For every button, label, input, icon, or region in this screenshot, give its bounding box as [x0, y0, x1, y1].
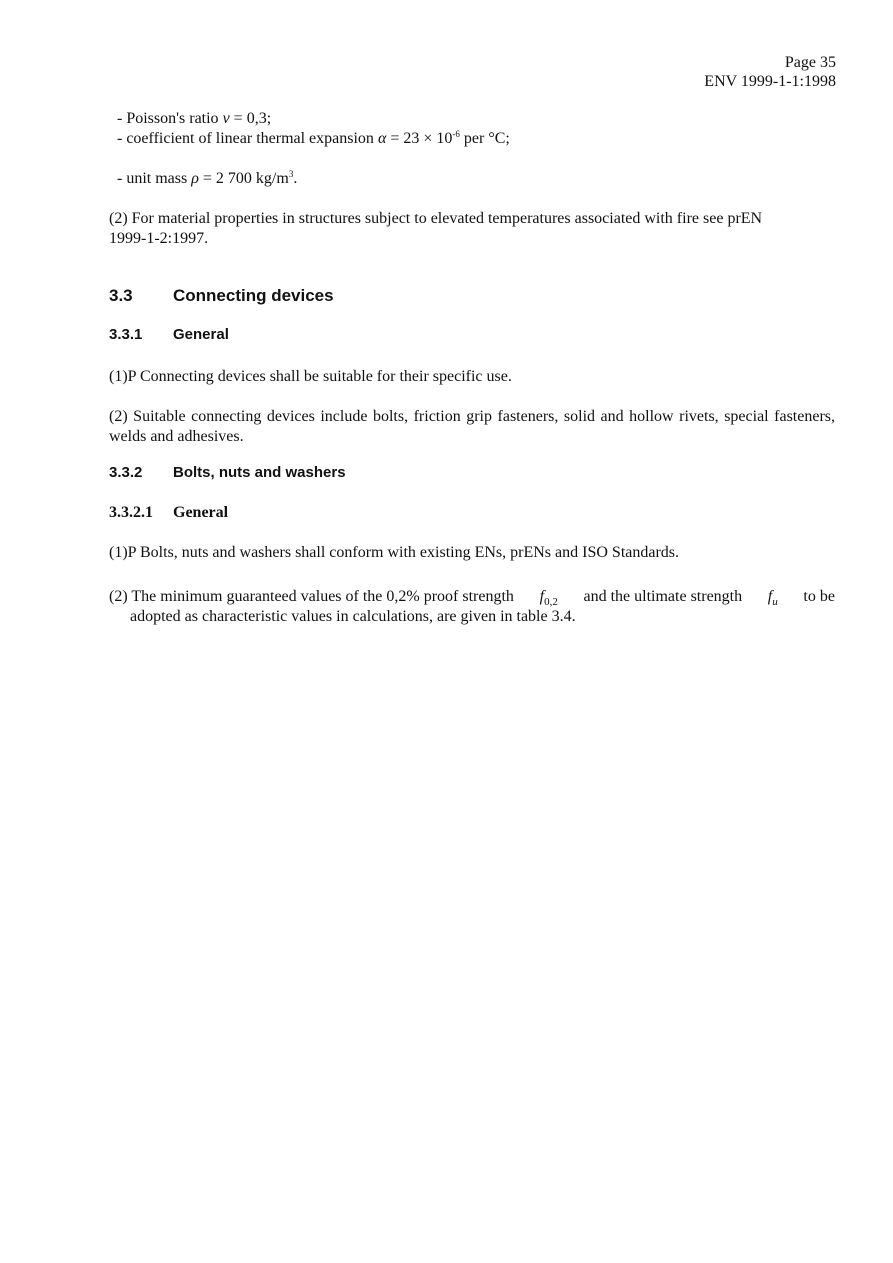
property-label: - coefficient of linear thermal expansion — [117, 130, 374, 147]
section-number: 3.3.2.1 — [109, 504, 153, 521]
property-label: - Poisson's ratio — [117, 110, 219, 127]
symbol-f-0-2 — [540, 587, 558, 607]
section-title: General — [173, 326, 229, 343]
property-unit-mass — [117, 169, 297, 189]
paragraph-3321-1: (1)P Bolts, nuts and washers shall conform with existing ENs, prENs and ISO Standards. — [109, 544, 680, 561]
property-thermal-expansion — [117, 129, 510, 149]
section-heading-3-3-2 — [109, 464, 346, 481]
subscript: u — [772, 596, 778, 608]
symbol-alpha: α — [377, 130, 387, 147]
section-heading-3-3-2-1 — [109, 503, 228, 523]
strength-text-a: (2) The minimum guaranteed values of the 0,2% proof strength — [109, 588, 514, 605]
property-poisson — [117, 109, 271, 129]
property-label: - unit mass — [117, 170, 188, 187]
section-number: 3.3 — [109, 286, 133, 305]
section-heading-3-3-1 — [109, 326, 229, 343]
exponent: -6 — [452, 129, 460, 139]
section-title: Bolts, nuts and washers — [173, 464, 346, 481]
property-punct: . — [293, 170, 298, 187]
section-title: Connecting devices — [173, 286, 334, 305]
paragraph-3321-2-line1 — [109, 587, 835, 607]
property-value: = 2 700 kg/m — [202, 170, 289, 187]
section-number: 3.3.2 — [109, 464, 143, 481]
section-title: General — [173, 504, 229, 521]
symbol-nu: ν — [222, 110, 230, 127]
paragraph-fire-reference: (2) For material properties in structures subject to elevated temperatures associated with fire see prEN 1999-1-2:1997. — [109, 210, 763, 247]
symbol-f: f — [539, 588, 545, 605]
symbol-f-u — [768, 587, 778, 607]
strength-text-b: and the ultimate strength — [583, 588, 743, 605]
symbol-rho: ρ — [191, 170, 199, 187]
paragraph-331-1: (1)P Connecting devices shall be suitable for their specific use. — [109, 368, 512, 385]
property-unit: per °C; — [463, 130, 510, 147]
strength-text-c: to be — [803, 588, 835, 605]
subscript: 0,2 — [544, 596, 558, 608]
property-value: = 0,3; — [233, 110, 272, 127]
section-number: 3.3.1 — [109, 326, 143, 343]
document-id: ENV 1999-1-1:1998 — [704, 73, 836, 90]
paragraph-3321-2-line2: adopted as characteristic values in calculations, are given in table 3.4. — [130, 608, 576, 625]
symbol-f: f — [767, 588, 773, 605]
property-value: = 23 × 10 — [390, 130, 453, 147]
paragraph-331-2: (2) Suitable connecting devices include bolts, friction grip fasteners, solid and hollow rivets, special fasteners, welds and adhesives. — [109, 408, 835, 445]
page-number: Page 35 — [784, 54, 836, 71]
section-heading-3-3 — [109, 286, 334, 306]
exponent: 3 — [288, 169, 294, 179]
